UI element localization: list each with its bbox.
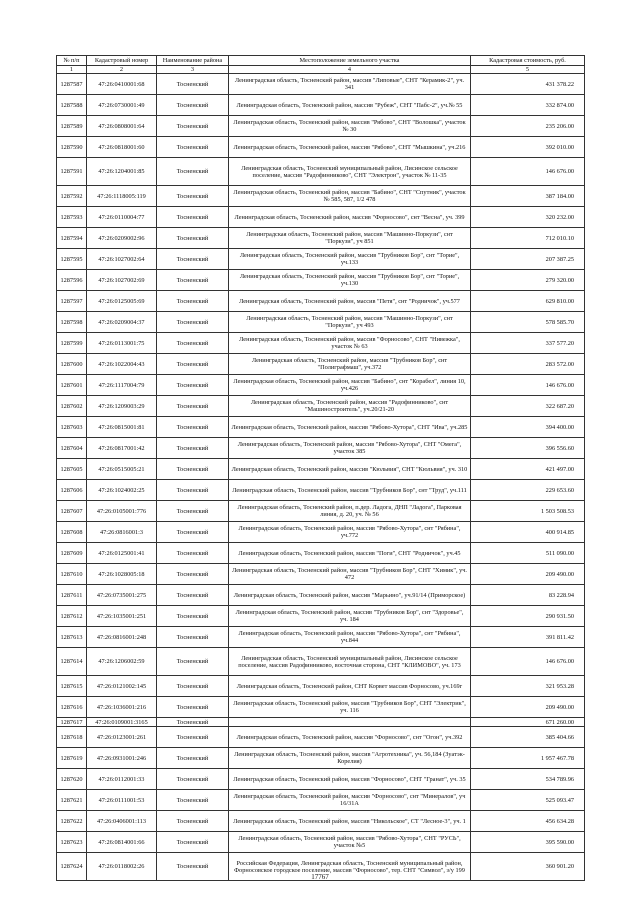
value-cell: 209 490.00 bbox=[471, 564, 585, 585]
row-number-cell: 1287608 bbox=[57, 522, 87, 543]
row-number-cell: 1287619 bbox=[57, 748, 87, 769]
column-number-row bbox=[57, 66, 585, 74]
row-number-cell: 1287609 bbox=[57, 543, 87, 564]
row-number-cell: 1287592 bbox=[57, 186, 87, 207]
table-row bbox=[57, 748, 585, 769]
row-number-cell: 1287604 bbox=[57, 438, 87, 459]
row-number-cell: 1287598 bbox=[57, 312, 87, 333]
row-number-cell: 1287614 bbox=[57, 648, 87, 676]
row-number-cell: 1287602 bbox=[57, 396, 87, 417]
cadastral-number-cell: 47:26:0209002:96 bbox=[87, 228, 157, 249]
row-number-cell: 1287595 bbox=[57, 249, 87, 270]
cadastral-number-cell: 47:26:0515005:21 bbox=[87, 459, 157, 480]
value-cell: 321 953.28 bbox=[471, 676, 585, 697]
district-cell: Тосненский bbox=[157, 718, 229, 727]
table-row bbox=[57, 811, 585, 832]
district-cell: Тосненский bbox=[157, 375, 229, 396]
table-row bbox=[57, 375, 585, 396]
row-number-cell: 1287624 bbox=[57, 853, 87, 881]
value-cell: 712 010.10 bbox=[471, 228, 585, 249]
district-cell: Тосненский bbox=[157, 748, 229, 769]
table-row bbox=[57, 291, 585, 312]
cadastral-number-cell: 47:26:0112001:33 bbox=[87, 769, 157, 790]
value-cell: 290 931.50 bbox=[471, 606, 585, 627]
table-row bbox=[57, 543, 585, 564]
district-cell: Тосненский bbox=[157, 207, 229, 228]
value-cell: 1 503 508.53 bbox=[471, 501, 585, 522]
row-number-cell: 1287610 bbox=[57, 564, 87, 585]
value-cell: 229 653.60 bbox=[471, 480, 585, 501]
cadastral-number-cell: 47:26:0735001:275 bbox=[87, 585, 157, 606]
location-cell: Российская Федерация, Ленинградская область, Тосненский муниципальный район, Форносовское городское поселение, массив "Форносово", тер. СНТ "Символ", з/у 199 bbox=[229, 853, 471, 881]
location-cell: Ленинградская область, Тосненский район, п.дер. Ладога, ДНП "Ладога", Парковая линия, д. 20, уч. № 56 bbox=[229, 501, 471, 522]
district-cell: Тосненский bbox=[157, 811, 229, 832]
cadastral-number-cell: 47:26:1028005:18 bbox=[87, 564, 157, 585]
cadastral-number-cell: 47:26:0125001:41 bbox=[87, 543, 157, 564]
row-number-cell: 1287589 bbox=[57, 116, 87, 137]
cadastral-number-cell: 47:26:1204001:85 bbox=[87, 158, 157, 186]
location-cell: Ленинградская область, Тосненский район, массив "Форносово", снт "Весна", уч. 399 bbox=[229, 207, 471, 228]
row-number-cell: 1287601 bbox=[57, 375, 87, 396]
cadastral-number-cell: 47:26:1035001:251 bbox=[87, 606, 157, 627]
cadastral-number-cell: 47:26:1024002:25 bbox=[87, 480, 157, 501]
value-cell: 337 577.20 bbox=[471, 333, 585, 354]
row-number-cell: 1287612 bbox=[57, 606, 87, 627]
district-cell: Тосненский bbox=[157, 137, 229, 158]
district-cell: Тосненский bbox=[157, 769, 229, 790]
value-cell: 400 914.85 bbox=[471, 522, 585, 543]
district-cell: Тосненский bbox=[157, 417, 229, 438]
district-cell: Тосненский bbox=[157, 480, 229, 501]
district-cell: Тосненский bbox=[157, 312, 229, 333]
cadastral-number-cell: 47:26:1036001:216 bbox=[87, 697, 157, 718]
row-number-cell: 1287606 bbox=[57, 480, 87, 501]
value-cell: 511 090.00 bbox=[471, 543, 585, 564]
district-cell: Тосненский bbox=[157, 727, 229, 748]
location-cell: Ленинградская область, Тосненский район, массив "Рябово-Хутора", СНТ "РУСЬ", участок №5 bbox=[229, 832, 471, 853]
table-row bbox=[57, 270, 585, 291]
value-cell: 385 404.66 bbox=[471, 727, 585, 748]
location-cell: Ленинградская область, Тосненский район, массив "Машинно-Поркузи", снт "Поркузи", уч 493 bbox=[229, 312, 471, 333]
table-row bbox=[57, 438, 585, 459]
district-cell: Тосненский bbox=[157, 627, 229, 648]
location-cell: Ленинградская область, Тосненский район, массив "Петя", снт "Родничок", уч.577 bbox=[229, 291, 471, 312]
cadastral-number-cell: 47:26:0123001:261 bbox=[87, 727, 157, 748]
table-row bbox=[57, 627, 585, 648]
location-cell: Ленинградская область, Тосненский район, массив "Трубников Бор", снт "Торие", уч.130 bbox=[229, 270, 471, 291]
location-cell: Ленинградская область, Тосненский район, массив "Машинно-Поркузи", снт "Поркузи", уч 851 bbox=[229, 228, 471, 249]
row-number-cell: 1287596 bbox=[57, 270, 87, 291]
location-cell: Ленинградская область, Тосненский район, массив "Рябово", СНТ "Волошка", участок № 30 bbox=[229, 116, 471, 137]
cadastral-number-cell: 47:26:0105001:776 bbox=[87, 501, 157, 522]
cadastral-number-cell: 47:26:0406001:113 bbox=[87, 811, 157, 832]
row-number-cell: 1287620 bbox=[57, 769, 87, 790]
cadastral-number-cell: 47:26:1118005:119 bbox=[87, 186, 157, 207]
location-cell: Ленинградская область, Тосненский район, массив "Липовые", СНТ "Керамик-2", уч. 341 bbox=[229, 74, 471, 95]
row-number-cell: 1287607 bbox=[57, 501, 87, 522]
row-number-cell: 1287621 bbox=[57, 790, 87, 811]
location-cell: Ленинградская область, Тосненский район, массив "Марьино", уч.91/14 (Приморское) bbox=[229, 585, 471, 606]
location-cell: Ленинградская область, Тосненский муниципальный район, Лисинское сельское поселение, массив Радофинниково, восточная сторона, СНТ "КЛИМОВО", уч. 173 bbox=[229, 648, 471, 676]
district-cell: Тосненский bbox=[157, 396, 229, 417]
table-row bbox=[57, 207, 585, 228]
cadastral-number-cell: 47:26:0109001:3165 bbox=[87, 718, 157, 727]
district-cell: Тосненский bbox=[157, 291, 229, 312]
table-row bbox=[57, 459, 585, 480]
location-cell: Ленинградская область, Тосненский район, массив "Трубников Бор", снт "Здоровье", уч. 184 bbox=[229, 606, 471, 627]
table-row bbox=[57, 396, 585, 417]
district-cell: Тосненский bbox=[157, 354, 229, 375]
cadastral-number-cell: 47:26:0815001:81 bbox=[87, 417, 157, 438]
cadastral-number-cell: 47:26:0816001:3 bbox=[87, 522, 157, 543]
column-number: 5 bbox=[471, 66, 585, 74]
location-cell: Ленинградская область, Тосненский район, массив "Радофинниково", снт "Машиностроитель", уч.20/21-20 bbox=[229, 396, 471, 417]
location-cell: Ленинградская область, Тосненский район, массив "Трубников Бор", СНТ "Химик", уч. 472 bbox=[229, 564, 471, 585]
cadastral-number-cell: 47:26:0110004:77 bbox=[87, 207, 157, 228]
district-cell: Тосненский bbox=[157, 186, 229, 207]
table-row bbox=[57, 116, 585, 137]
table-row bbox=[57, 95, 585, 116]
value-cell: 534 789.96 bbox=[471, 769, 585, 790]
table-row bbox=[57, 727, 585, 748]
cadastral-number-cell: 47:26:1022004:43 bbox=[87, 354, 157, 375]
location-cell: Ленинградская область, Тосненский муниципальный район, Лисинское сельское поселение, массив "Радофинниково", СНТ "Электрон", участок № 11-35 bbox=[229, 158, 471, 186]
table-row bbox=[57, 832, 585, 853]
table-row bbox=[57, 186, 585, 207]
row-number-cell: 1287591 bbox=[57, 158, 87, 186]
table-row bbox=[57, 312, 585, 333]
district-cell: Тосненский bbox=[157, 158, 229, 186]
cadastral-number-cell: 47:26:0931001:246 bbox=[87, 748, 157, 769]
row-number-cell: 1287605 bbox=[57, 459, 87, 480]
table-row bbox=[57, 249, 585, 270]
location-cell: Ленинградская область, Тосненский район, СНТ Корвет массив Форносово, уч.169г bbox=[229, 676, 471, 697]
table-row bbox=[57, 522, 585, 543]
location-cell: Ленинградская область, Тосненский район, массив "Поги", СНТ "Родничок", уч.45 bbox=[229, 543, 471, 564]
row-number-cell: 1287590 bbox=[57, 137, 87, 158]
table-row bbox=[57, 769, 585, 790]
location-cell: Ленинградская область, Тосненский район, массив "Форносово", снт "Минералов", уч 16/31А bbox=[229, 790, 471, 811]
district-cell: Тосненский bbox=[157, 564, 229, 585]
cadastral-number-cell: 47:26:0410001:68 bbox=[87, 74, 157, 95]
district-cell: Тосненский bbox=[157, 697, 229, 718]
value-cell: 392 010.00 bbox=[471, 137, 585, 158]
cadastral-number-cell: 47:26:0113001:75 bbox=[87, 333, 157, 354]
column-number: 1 bbox=[57, 66, 87, 74]
value-cell: 146 676.00 bbox=[471, 648, 585, 676]
cadastral-number-cell: 47:26:0118002:26 bbox=[87, 853, 157, 881]
value-cell: 421 497.00 bbox=[471, 459, 585, 480]
district-cell: Тосненский bbox=[157, 438, 229, 459]
table-header-row bbox=[57, 56, 585, 66]
location-cell: Ленинградская область, Тосненский район, массив "Никольское", СТ "Лесное-3", уч. 1 bbox=[229, 811, 471, 832]
district-cell: Тосненский bbox=[157, 543, 229, 564]
cadastral-number-cell: 47:26:0808001:64 bbox=[87, 116, 157, 137]
value-cell: 578 585.70 bbox=[471, 312, 585, 333]
value-cell: 146 676.00 bbox=[471, 158, 585, 186]
district-cell: Тосненский bbox=[157, 522, 229, 543]
row-number-cell: 1287597 bbox=[57, 291, 87, 312]
cadastral-value-table-container bbox=[56, 55, 584, 881]
value-cell: 1 957 467.78 bbox=[471, 748, 585, 769]
row-number-cell: 1287618 bbox=[57, 727, 87, 748]
district-cell: Тосненский bbox=[157, 228, 229, 249]
value-cell: 395 590.00 bbox=[471, 832, 585, 853]
district-cell: Тосненский bbox=[157, 585, 229, 606]
district-cell: Тосненский bbox=[157, 116, 229, 137]
location-cell: Ленинградская область, Тосненский район, массив "Форносово", СНТ "Нивежка", участок № 63 bbox=[229, 333, 471, 354]
table-row bbox=[57, 564, 585, 585]
location-cell: Ленинградская область, Тосненский район, массив "Рябово", СНТ "Мышкина", уч.216 bbox=[229, 137, 471, 158]
table-row bbox=[57, 585, 585, 606]
page-number: 17767 bbox=[311, 873, 329, 881]
header-cadastral-number: Кадастровый номер bbox=[87, 56, 157, 66]
header-cadastral-value: Кадастровая стоимость, руб. bbox=[471, 56, 585, 66]
cadastral-value-table bbox=[56, 55, 585, 881]
value-cell: 320 232.00 bbox=[471, 207, 585, 228]
value-cell: 456 634.28 bbox=[471, 811, 585, 832]
location-cell: Ленинградская область, Тосненский район, массив "Форносово", СНТ "Гранат", уч. 35 bbox=[229, 769, 471, 790]
value-cell: 629 810.00 bbox=[471, 291, 585, 312]
district-cell: Тосненский bbox=[157, 832, 229, 853]
row-number-cell: 1287623 bbox=[57, 832, 87, 853]
location-cell bbox=[229, 718, 471, 727]
table-row bbox=[57, 480, 585, 501]
location-cell: Ленинградская область, Тосненский район, массив "Трубников Бор", СНТ "Электрик", уч. 116 bbox=[229, 697, 471, 718]
district-cell: Тосненский bbox=[157, 648, 229, 676]
district-cell: Тосненский bbox=[157, 95, 229, 116]
district-cell: Тосненский bbox=[157, 74, 229, 95]
value-cell: 146 676.00 bbox=[471, 375, 585, 396]
location-cell: Ленинградская область, Тосненский район, массив "Трубников Бор", снт "Полиграфмаш", уч.372 bbox=[229, 354, 471, 375]
table-row bbox=[57, 790, 585, 811]
table-row bbox=[57, 417, 585, 438]
cadastral-number-cell: 47:26:0121002:145 bbox=[87, 676, 157, 697]
location-cell: Ленинградская область, Тосненский район, массив "Трубников Бор", снт "Труд", уч.111 bbox=[229, 480, 471, 501]
row-number-cell: 1287600 bbox=[57, 354, 87, 375]
location-cell: Ленинградская область, Тосненский район, массив "Рябово-Хутора", СНТ "Ива", уч.285 bbox=[229, 417, 471, 438]
value-cell: 283 572.00 bbox=[471, 354, 585, 375]
district-cell: Тосненский bbox=[157, 676, 229, 697]
column-number: 3 bbox=[157, 66, 229, 74]
location-cell: Ленинградская область, Тосненский район, массив "Рябово-Хутора", СНТ "Омега", участок 385 bbox=[229, 438, 471, 459]
cadastral-number-cell: 47:26:0814001:66 bbox=[87, 832, 157, 853]
header-plot-location: Местоположение земельного участка bbox=[229, 56, 471, 66]
district-cell: Тосненский bbox=[157, 270, 229, 291]
row-number-cell: 1287617 bbox=[57, 718, 87, 727]
value-cell: 279 320.00 bbox=[471, 270, 585, 291]
row-number-cell: 1287622 bbox=[57, 811, 87, 832]
district-cell: Тосненский bbox=[157, 790, 229, 811]
location-cell: Ленинградская область, Тосненский район, массив "Рубеж", СНТ "Пабс-2", уч.№ 55 bbox=[229, 95, 471, 116]
location-cell: Ленинградская область, Тосненский район, массив "Кюльвия", СНТ "Кюльвия", уч. 310 bbox=[229, 459, 471, 480]
value-cell: 207 387.25 bbox=[471, 249, 585, 270]
cadastral-number-cell: 47:26:0818001:60 bbox=[87, 137, 157, 158]
district-cell: Тосненский bbox=[157, 459, 229, 480]
header-row-number: № п/п bbox=[57, 56, 87, 66]
cadastral-number-cell: 47:26:1027002:69 bbox=[87, 270, 157, 291]
district-cell: Тосненский bbox=[157, 333, 229, 354]
row-number-cell: 1287594 bbox=[57, 228, 87, 249]
district-cell: Тосненский bbox=[157, 249, 229, 270]
row-number-cell: 1287588 bbox=[57, 95, 87, 116]
location-cell: Ленинградская область, Тосненский район, массив "Бабино", СНТ "Спутник", участок № 585, 587, 1/2 478 bbox=[229, 186, 471, 207]
header-district-name: Наименование района bbox=[157, 56, 229, 66]
row-number-cell: 1287616 bbox=[57, 697, 87, 718]
cadastral-number-cell: 47:26:0209004:37 bbox=[87, 312, 157, 333]
value-cell: 387 184.00 bbox=[471, 186, 585, 207]
row-number-cell: 1287615 bbox=[57, 676, 87, 697]
cadastral-number-cell: 47:26:0816001:248 bbox=[87, 627, 157, 648]
district-cell: Тосненский bbox=[157, 853, 229, 881]
location-cell: Ленинградская область, Тосненский район, массив "Форносово", снт "Огон", уч.392 bbox=[229, 727, 471, 748]
table-row bbox=[57, 158, 585, 186]
table-row bbox=[57, 228, 585, 249]
row-number-cell: 1287599 bbox=[57, 333, 87, 354]
location-cell: Ленинградская область, Тосненский район, массив "Трубников Бор", снт "Торие", уч.133 bbox=[229, 249, 471, 270]
cadastral-number-cell: 47:26:0125005:69 bbox=[87, 291, 157, 312]
location-cell: Ленинградская область, Тосненский район, массив "Агротехника", уч. 56,184 (Зуатэк-Корелия) bbox=[229, 748, 471, 769]
table-row bbox=[57, 606, 585, 627]
table-row bbox=[57, 354, 585, 375]
row-number-cell: 1287613 bbox=[57, 627, 87, 648]
value-cell: 525 093.47 bbox=[471, 790, 585, 811]
value-cell: 394 400.00 bbox=[471, 417, 585, 438]
location-cell: Ленинградская область, Тосненский район, массив "Рябово-Хутора", снт "Рябина", уч.844 bbox=[229, 627, 471, 648]
row-number-cell: 1287611 bbox=[57, 585, 87, 606]
cadastral-number-cell: 47:26:1117004:79 bbox=[87, 375, 157, 396]
cadastral-number-cell: 47:26:1027002:64 bbox=[87, 249, 157, 270]
value-cell: 235 206.00 bbox=[471, 116, 585, 137]
value-cell: 360 901.20 bbox=[471, 853, 585, 881]
value-cell: 671 260.00 bbox=[471, 718, 585, 727]
row-number-cell: 1287603 bbox=[57, 417, 87, 438]
table-row bbox=[57, 501, 585, 522]
location-cell: Ленинградская область, Тосненский район, массив "Бабино", снт "Корабел", линия 10, уч.426 bbox=[229, 375, 471, 396]
table-row bbox=[57, 697, 585, 718]
cadastral-number-cell: 47:26:0111001:53 bbox=[87, 790, 157, 811]
table-row bbox=[57, 648, 585, 676]
column-number: 2 bbox=[87, 66, 157, 74]
table-row bbox=[57, 137, 585, 158]
table-row bbox=[57, 676, 585, 697]
cadastral-number-cell: 47:26:1209003:29 bbox=[87, 396, 157, 417]
table-row bbox=[57, 333, 585, 354]
cadastral-number-cell: 47:26:0817001:42 bbox=[87, 438, 157, 459]
value-cell: 431 378.22 bbox=[471, 74, 585, 95]
value-cell: 209 490.00 bbox=[471, 697, 585, 718]
table-row bbox=[57, 718, 585, 727]
value-cell: 332 874.00 bbox=[471, 95, 585, 116]
cadastral-number-cell: 47:26:1206002:59 bbox=[87, 648, 157, 676]
district-cell: Тосненский bbox=[157, 501, 229, 522]
table-row bbox=[57, 74, 585, 95]
value-cell: 83 228.94 bbox=[471, 585, 585, 606]
cadastral-number-cell: 47:26:0730001:49 bbox=[87, 95, 157, 116]
column-number: 4 bbox=[229, 66, 471, 74]
value-cell: 396 556.60 bbox=[471, 438, 585, 459]
row-number-cell: 1287593 bbox=[57, 207, 87, 228]
location-cell: Ленинградская область, Тосненский район, массив "Рябово-Хутора", снт "Рябина", уч.772 bbox=[229, 522, 471, 543]
district-cell: Тосненский bbox=[157, 606, 229, 627]
value-cell: 391 811.42 bbox=[471, 627, 585, 648]
row-number-cell: 1287587 bbox=[57, 74, 87, 95]
table-body bbox=[57, 74, 585, 881]
value-cell: 322 687.20 bbox=[471, 396, 585, 417]
